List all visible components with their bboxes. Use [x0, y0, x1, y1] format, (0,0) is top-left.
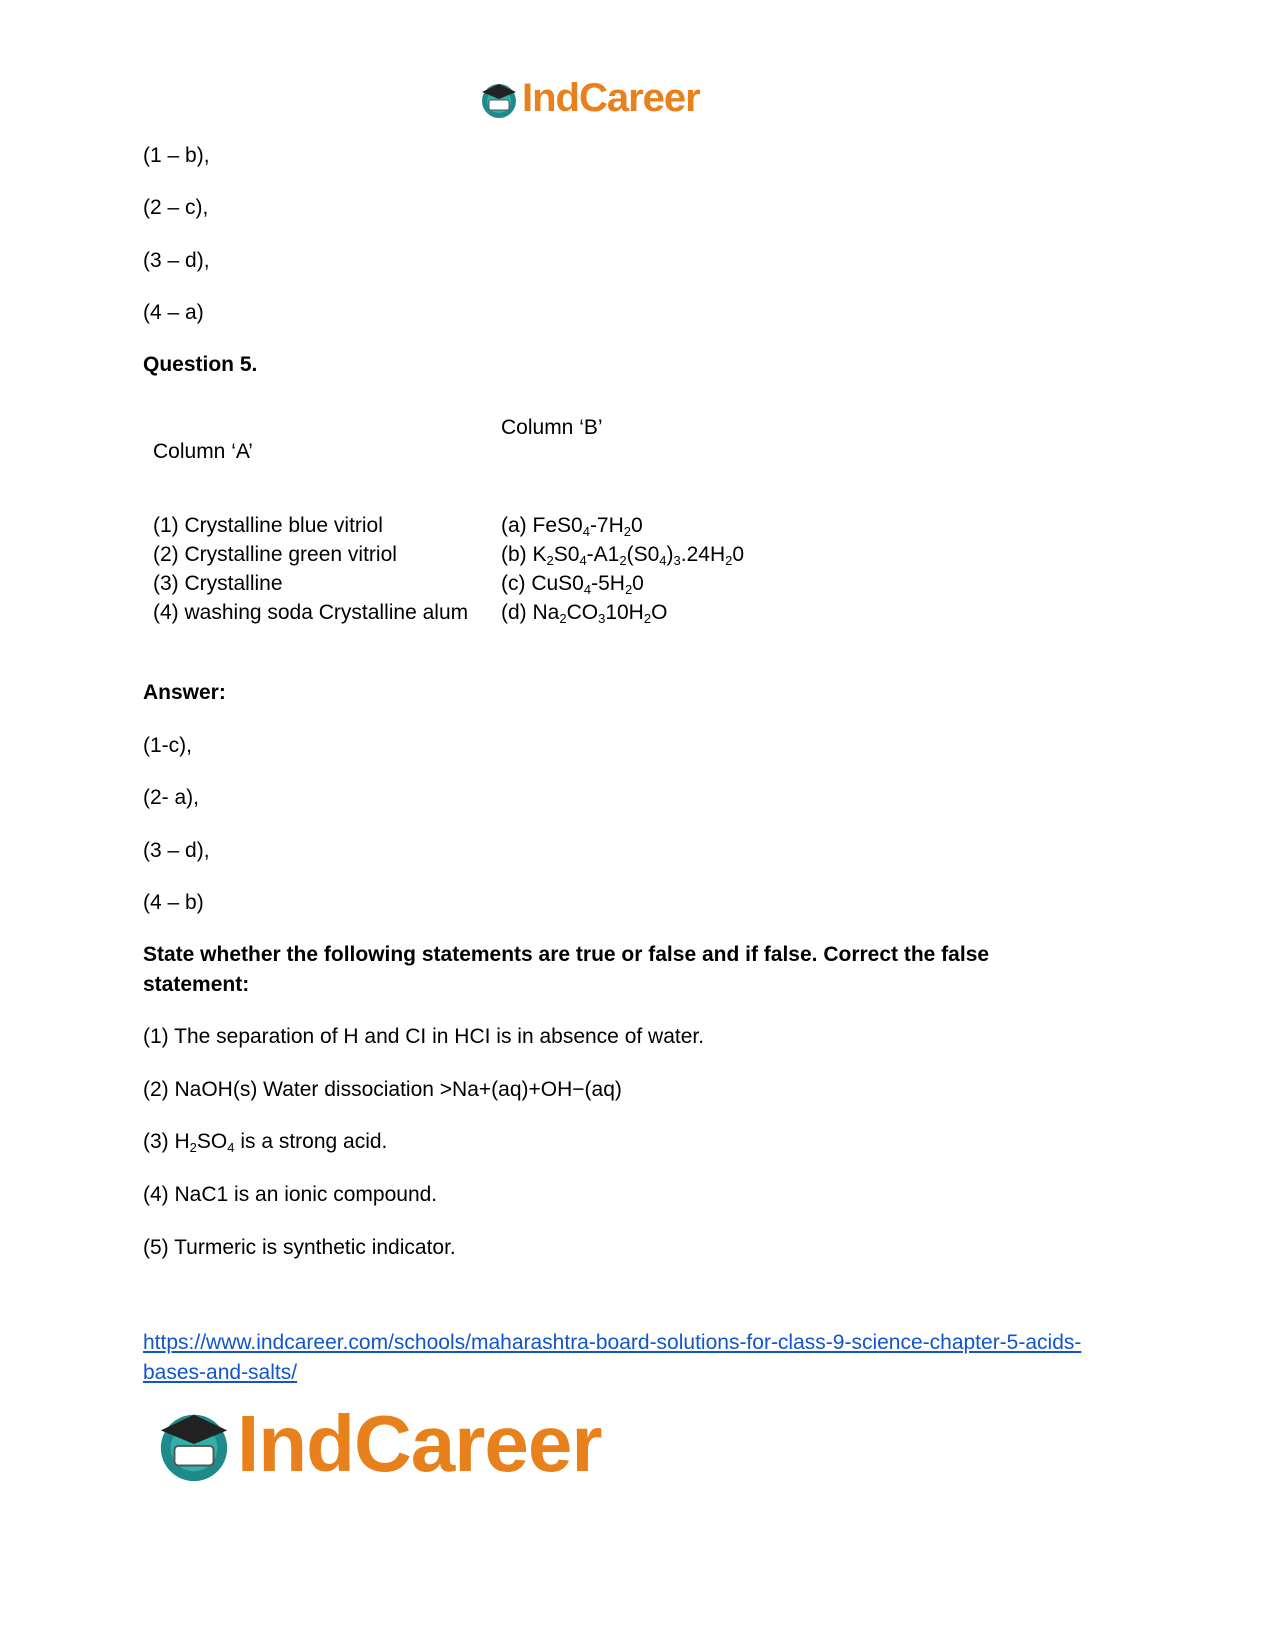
source-link[interactable]: https://www.indcareer.com/schools/maharashtra-board-solutions-for-class-9-science-chapter-5-acids-bases-and-salts/ [143, 1331, 1082, 1384]
column-a-item: (1) Crystalline blue vitriol [153, 514, 383, 537]
prev-answer-1: (1 – b), [143, 144, 210, 167]
prev-answer-2: (2 – c), [143, 196, 209, 219]
column-b-header: Column ‘B’ [501, 416, 603, 439]
column-a-item: (4) washing soda Crystalline alum [153, 601, 469, 624]
answer-item-4: (4 – b) [143, 891, 204, 914]
graduation-globe-icon [478, 78, 520, 120]
column-b-item-c: (c) $CuS0_4-5H_20$ [501, 572, 644, 597]
column-a-item: (3) Crystalline [153, 572, 283, 595]
statement-2: (2) NaOH(s) Water dissociation >Na+(aq)+OH−(aq) [143, 1078, 622, 1101]
true-false-title: State whether the following statements are true or false and if false. Correct the false statement: [143, 943, 990, 996]
brand-name: IndCareer [237, 1399, 602, 1488]
column-b-list [501, 513, 744, 629]
question-title: Question 5. [143, 353, 258, 376]
column-b-item-d: (d) $Na_2CO_310H_2O$ [501, 601, 668, 626]
column-a-list [153, 513, 468, 629]
statement-3: (3) $H_2SO_4$ is a strong acid. [143, 1130, 388, 1155]
prev-answer-4: (4 – a) [143, 301, 204, 324]
statement-5: (5) Turmeric is synthetic indicator. [143, 1236, 456, 1259]
graduation-globe-icon [153, 1403, 235, 1485]
answer-item-2: (2- a), [143, 786, 200, 809]
column-b-item-b: (b) $K_2S0_4-A1_2(S0_4)_3.24H_20$ [501, 543, 745, 568]
column-b-item-a: (a) $FeS0_4-7H_20$ [501, 514, 643, 539]
column-a-item: (2) Crystalline green vitriol [153, 543, 397, 566]
answer-item-3: (3 – d), [143, 839, 210, 862]
brand-name: IndCareer [522, 76, 700, 120]
column-a-header: Column ‘A’ [153, 440, 253, 463]
header-logo [478, 76, 700, 121]
statement-1: (1) The separation of H and CI in HCI is in absence of water. [143, 1025, 705, 1048]
answer-item-1: (1-c), [143, 734, 192, 757]
answer-title: Answer: [143, 681, 226, 704]
footer-logo [153, 1398, 601, 1490]
prev-answer-3: (3 – d), [143, 249, 210, 272]
statement-4: (4) NaC1 is an ionic compound. [143, 1183, 438, 1206]
